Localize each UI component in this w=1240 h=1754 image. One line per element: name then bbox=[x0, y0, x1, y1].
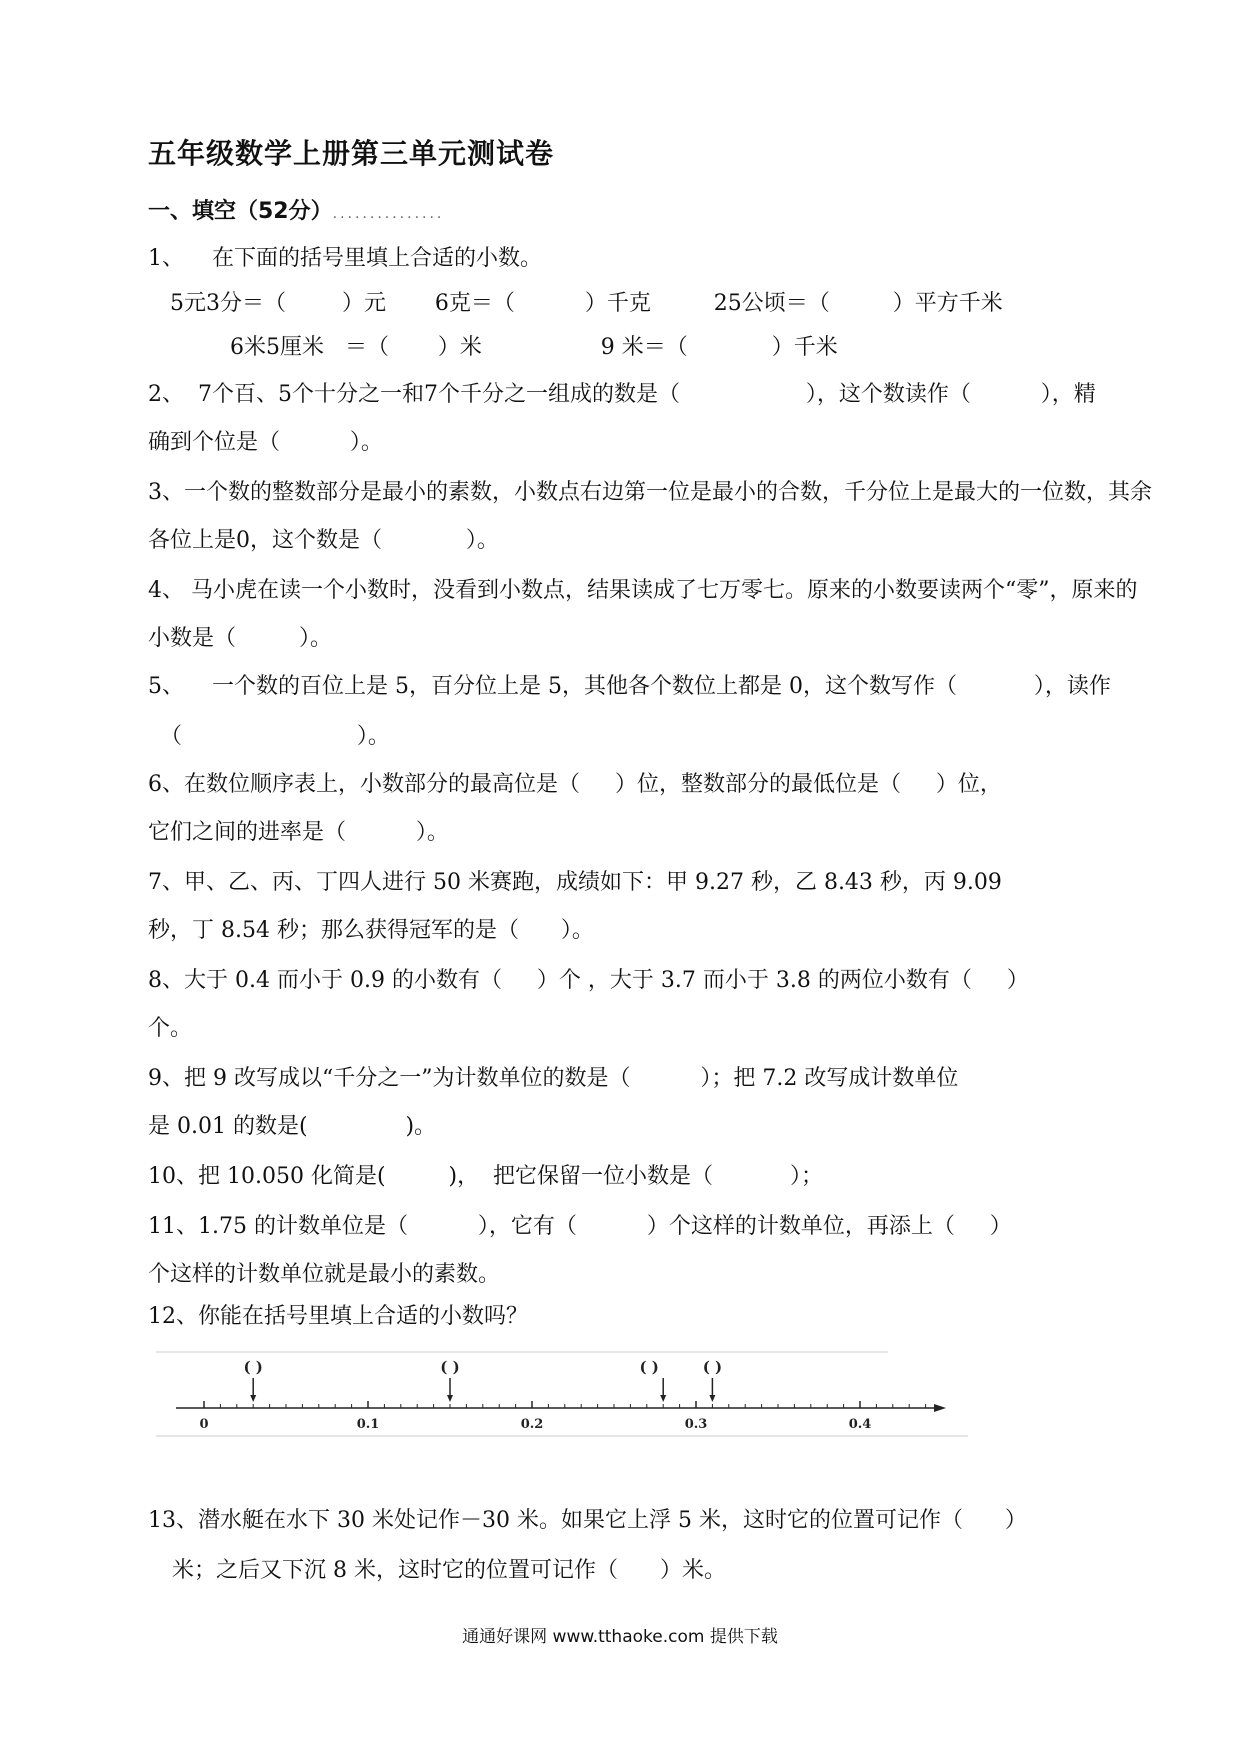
question-5-line-2: （ ）。 bbox=[160, 724, 390, 749]
question-8-line-1: 8、大于 0.4 而小于 0.9 的小数有（ ）个 ，大于 3.7 而小于 3.8 的两位小数有（ ） bbox=[148, 968, 1029, 993]
question-12: 12、你能在括号里填上合适的小数吗？ bbox=[148, 1304, 528, 1329]
question-10: 10、把 10.050 化简是( )， 把它保留一位小数是（ ）； bbox=[148, 1164, 823, 1189]
answer-bracket: ( ) bbox=[243, 1358, 263, 1376]
section-heading-dots: ............... bbox=[332, 206, 445, 222]
question-5-line-1: 5、 一个数的百位上是 5，百分位上是 5，其他各个数位上都是 0，这个数写作（ ），读作 bbox=[148, 674, 1111, 699]
marker-arrowhead bbox=[660, 1395, 666, 1402]
section-heading-text: 一、填空（52分） bbox=[148, 199, 333, 224]
question-9-line-1: 9、把 9 改写成以“千分之一”为计数单位的数是（ ）；把 7.2 改写成计数单位 bbox=[148, 1066, 959, 1091]
answer-bracket: ( ) bbox=[702, 1358, 723, 1376]
question-2-line-1: 2、 7个百、5个十分之一和7个千分之一组成的数是（ ），这个数读作（ ），精 bbox=[148, 382, 1096, 407]
answer-bracket: ( ) bbox=[440, 1358, 460, 1376]
question-3-line-2: 各位上是0，这个数是（ ）。 bbox=[148, 528, 499, 553]
section-heading bbox=[148, 194, 444, 225]
footer-credit: 通通好课网 www.tthaoke.com 提供下载 bbox=[462, 1627, 778, 1647]
tick-label: 0.3 bbox=[684, 1417, 708, 1432]
question-9-line-2: 是 0.01 的数是( )。 bbox=[148, 1114, 437, 1139]
question-13-line-1: 13、潜水艇在水下 30 米处记作－30 米。如果它上浮 5 米，这时它的位置可记作（ ） bbox=[148, 1508, 1027, 1533]
page-title: 五年级数学上册第三单元测试卷 bbox=[148, 137, 555, 170]
question-7-line-1: 7、甲、乙、丙、丁四人进行 50 米赛跑，成绩如下：甲 9.27 秒，乙 8.43 秒，丙 9.09 bbox=[148, 870, 1002, 895]
question-7-line-2: 秒，丁 8.54 秒；那么获得冠军的是（ ）。 bbox=[148, 918, 594, 943]
answer-bracket: ( ) bbox=[639, 1358, 659, 1376]
tick-label: 0.2 bbox=[520, 1417, 544, 1432]
tick-label: 0.4 bbox=[848, 1417, 872, 1432]
question-3-line-1: 3、一个数的整数部分是最小的素数，小数点右边第一位是最小的合数，千分位上是最大的一位数，其余 bbox=[148, 480, 1153, 505]
question-11-line-1: 11、1.75 的计数单位是（ ），它有（ ）个这样的计数单位，再添上（ ） bbox=[148, 1214, 1012, 1239]
number-line-svg bbox=[148, 1350, 968, 1440]
question-1-row-b: 6米5厘米 ＝（ ）米 9 米＝（ ）千米 bbox=[230, 335, 838, 360]
question-4-line-1: 4、 马小虎在读一个小数时，没看到小数点，结果读成了七万零七。原来的小数要读两个“零”，原来的 bbox=[148, 578, 1138, 603]
question-2-line-2: 确到个位是（ ）。 bbox=[148, 430, 383, 455]
question-1: 1、 在下面的括号里填上合适的小数。 bbox=[148, 246, 542, 271]
question-6-line-2: 它们之间的进率是（ ）。 bbox=[148, 820, 449, 845]
question-13-line-2: 米；之后又下沉 8 米，这时它的位置可记作（ ）米。 bbox=[172, 1558, 726, 1583]
tick-label: 0 bbox=[199, 1417, 209, 1432]
question-11-line-2: 个这样的计数单位就是最小的素数。 bbox=[148, 1262, 501, 1287]
number-line-arrowhead bbox=[934, 1404, 946, 1412]
marker-arrowhead bbox=[709, 1395, 715, 1402]
question-4-line-2: 小数是（ ）。 bbox=[148, 626, 332, 651]
question-1-row-a: 5元3分＝（ ）元 6克＝（ ）千克 25公顷＝（ ）平方千米 bbox=[170, 291, 1003, 316]
marker-arrowhead bbox=[250, 1395, 256, 1402]
question-6-line-1: 6、在数位顺序表上，小数部分的最高位是（ ）位，整数部分的最低位是（ ）位， bbox=[148, 772, 1002, 797]
tick-label: 0.1 bbox=[356, 1417, 380, 1432]
number-line-figure bbox=[148, 1350, 968, 1440]
marker-arrowhead bbox=[447, 1395, 453, 1402]
question-8-line-2: 个。 bbox=[148, 1016, 193, 1041]
